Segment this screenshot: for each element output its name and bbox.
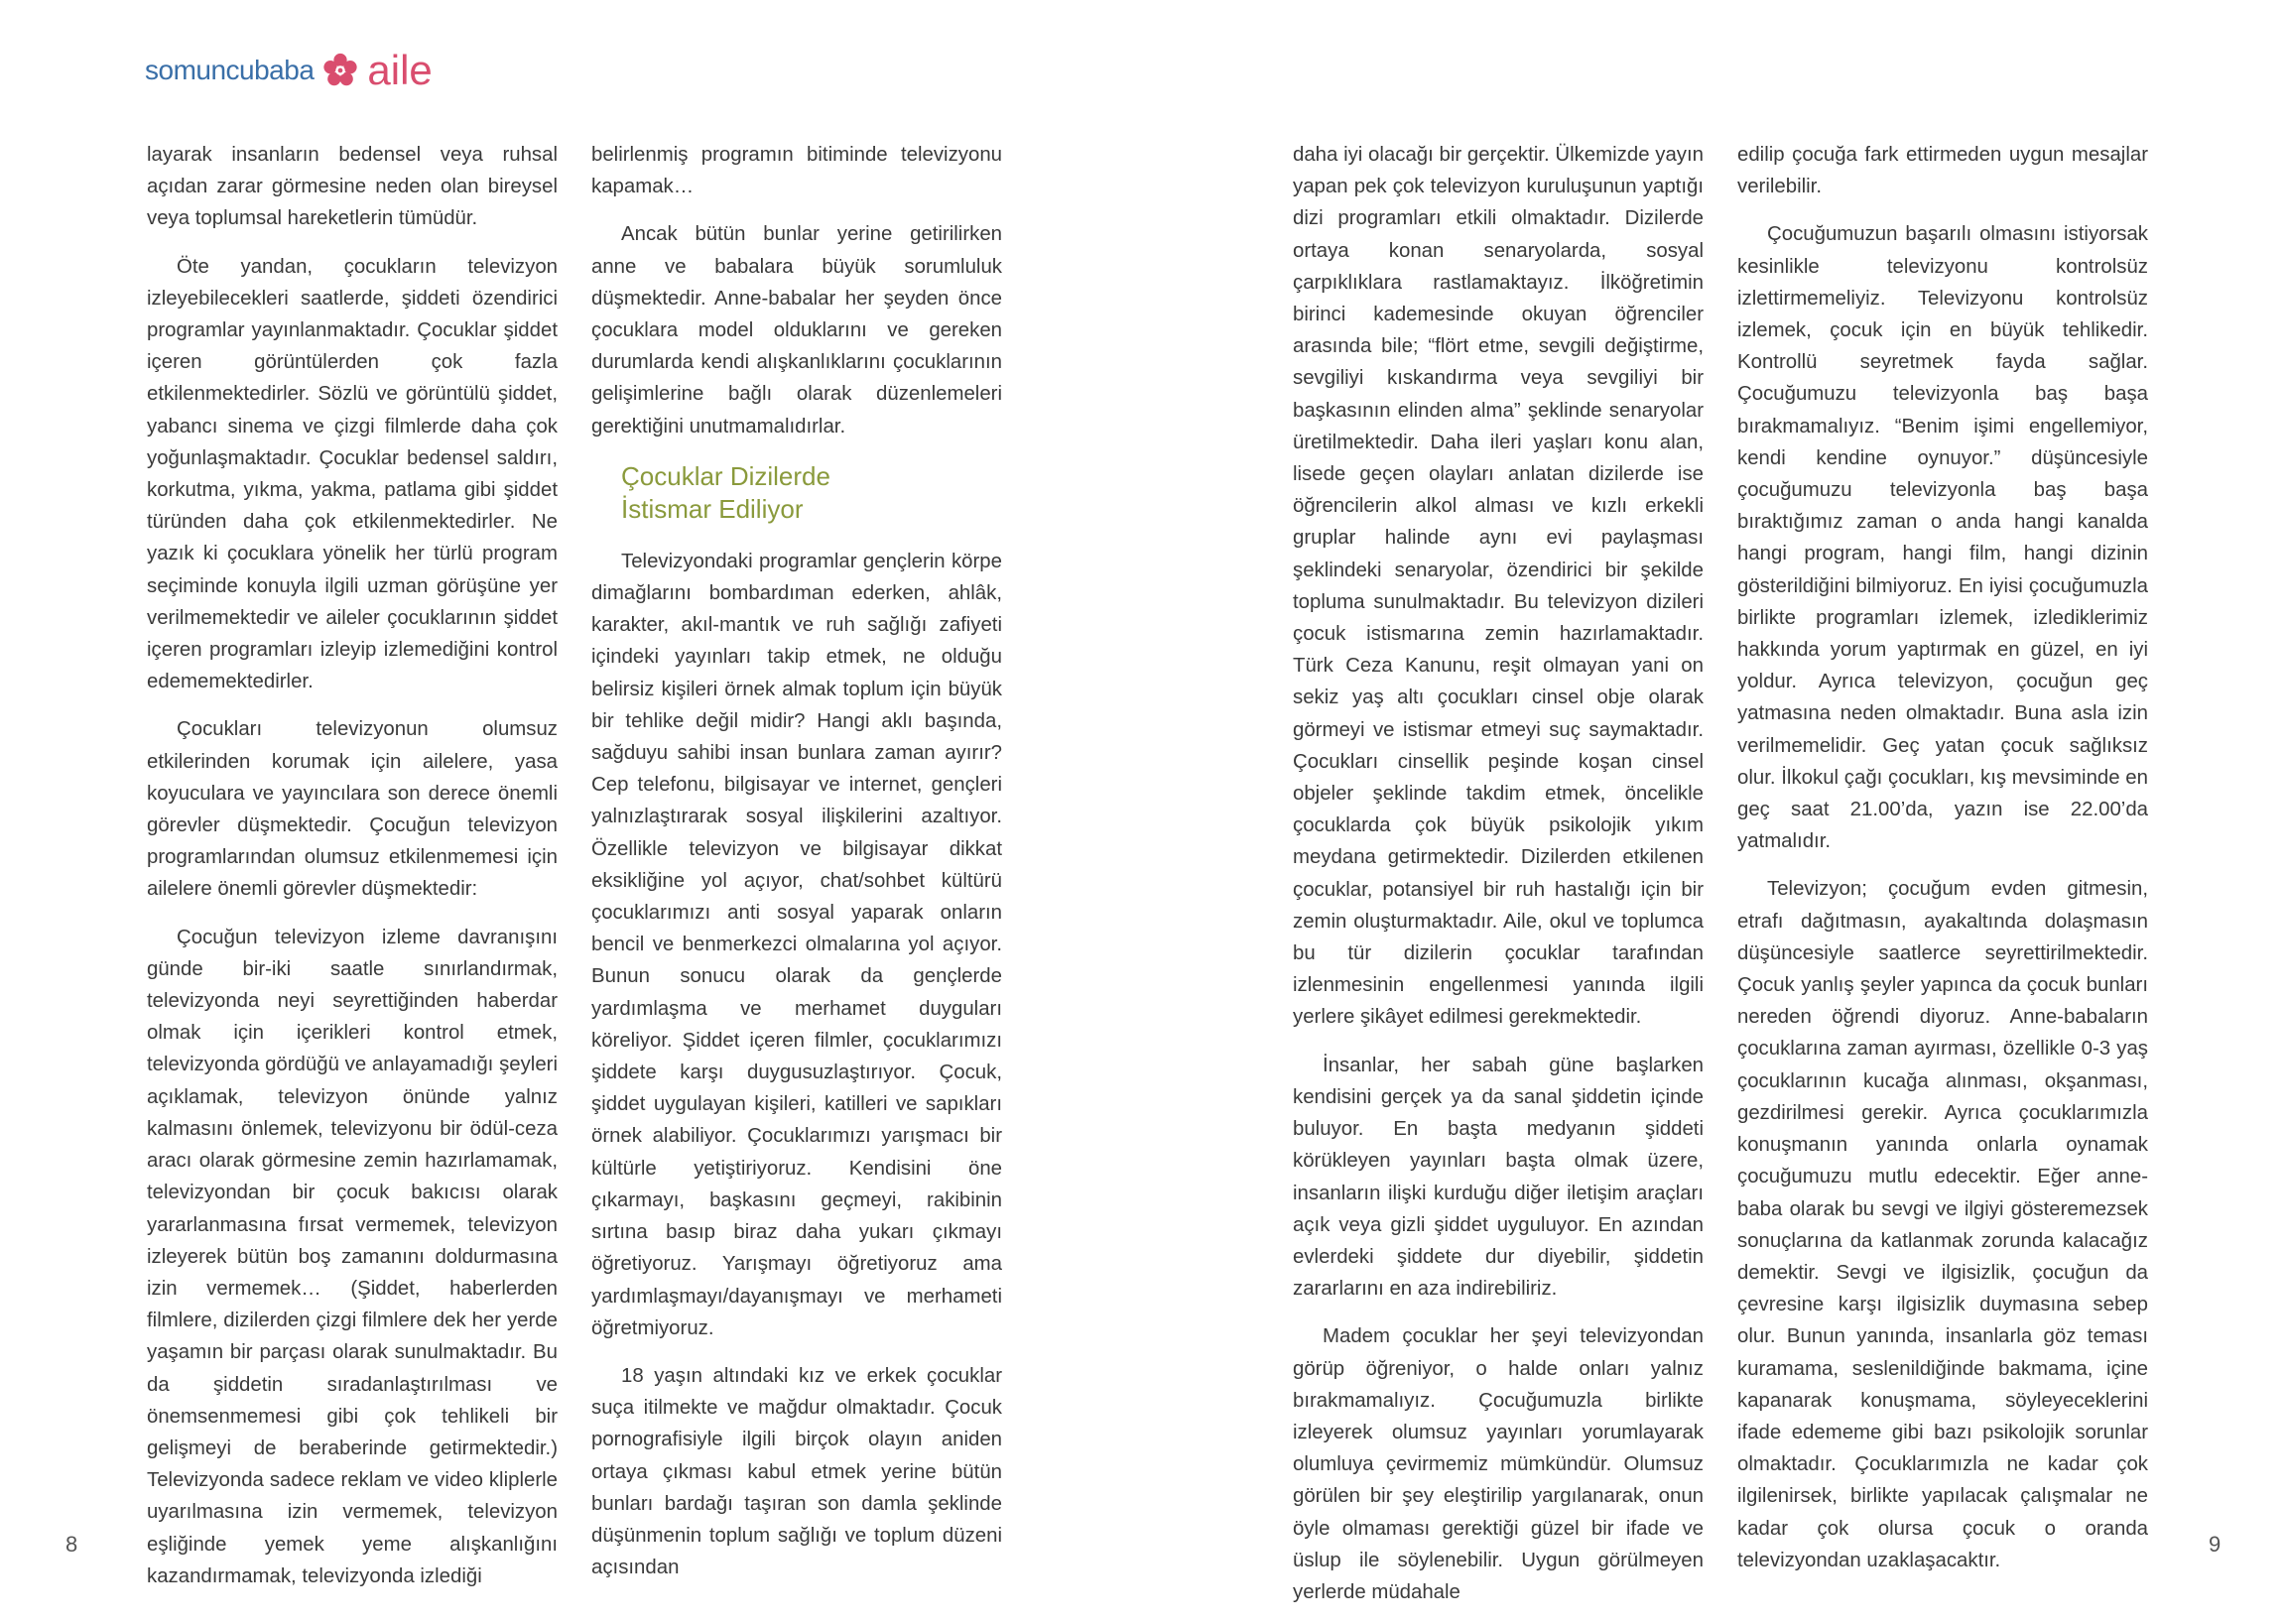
page-number-right: 9 — [2209, 1532, 2222, 1557]
logo-text: somuncubaba — [145, 55, 315, 85]
paragraph: Öte yandan, çocukların televizyon izleyebilecekleri saatlerde, şiddeti özendirici programlar yayınlanmaktadır. Çocuklar şiddet içeren görüntülerden çok fazla etkilenmektedirler. Sözlü ve görüntülü şiddet, yabancı sinema ve çizgi filmlerde daha çok yoğunlaşmaktadır. Çocuklar bedensel saldırı, korkutma, yıkma, yakma, patlama gibi şiddet türünden daha çok etkilenmektedirler. Ne yazık ki çocuklara yönelik her türlü program seçiminde konuyla ilgili uzman görüşüne yer verilmemektedir ve aileler çocuklarının şiddet içeren programları izleyip izlemediğini kontrol edememektedirler. — [147, 255, 558, 693]
paragraph: layarak insanların bedensel veya ruhsal açıdan zarar görmesine neden olan bireysel veya toplumsal hareketlerin tümüdür. — [147, 144, 558, 230]
paragraph: belirlenmiş programın bitiminde televizyonu kapamak… — [591, 144, 1002, 198]
text-column-2 — [591, 139, 1002, 1599]
paragraph: İnsanlar, her sabah güne başlarken kendisini gerçek ya da sanal şiddetin içinde buluyor. En başta medyanın şiddeti körükleyen yayınları başta olmak üzere, insanların ilişki kurduğu diğer iletişim araçları açık veya gizli şiddet uyguluyor. En azından evlerdeki şiddete dur diyebilir, şiddetin zararlarını en aza indirebiliriz. — [1293, 1054, 1704, 1301]
brand-logo — [145, 47, 433, 93]
text-column-1 — [147, 139, 558, 1608]
heading-line: İstismar Ediliyor — [621, 493, 804, 524]
paragraph: edilip çocuğa fark ettirmeden uygun mesajlar verilebilir. — [1737, 144, 2148, 198]
paragraph: Çocuğun televizyon izleme davranışını günde bir-iki saatle sınırlandırmak, televizyonda neyi seyrettiğinden haberdar olmak için içerikleri kontrol etmek, televizyonda gördüğü ve anlayamadığı şeyleri açıklamak, televizyon önünde yalnız kalmasını önlemek, televizyonu bir ödül-ceza aracı olarak görmesine zemin hazırlamamak, televizyondan bir çocuk bakıcısı olarak yararlanmasına fırsat vermemek, televizyon izleyerek bütün boş zamanını doldurmasına izin vermemek… (Şiddet, haberlerden filmlere, dizilerden çizgi filmlere dek her yerde yaşamın bir parçası olarak sunulmaktadır. Bu da şiddetin sıradanlaştırılması ve önemsenmemesi gibi çok tehlikeli bir gelişmeyi de beraberinde getirmektedir.) Televizyonda sadece reklam ve video kliplerle uyarılmasına izin vermemek, televizyon eşliğinde yemek yeme alışkanlığını kazandırmamak, televizyonda izlediği — [147, 926, 558, 1587]
paragraph: 18 yaşın altındaki kız ve erkek çocuklar suça itilmekte ve mağdur olmaktadır. Çocuk pornografisiyle ilgili birçok olayın aniden ortaya çıkması kabul etmek yerine bütün bunları bardağı taşıran son damla şeklinde düşünmenin toplum sağlığı ve toplum düzeni açısından — [591, 1364, 1002, 1579]
section-heading — [621, 460, 1002, 526]
heading-line: Çocuklar Dizilerde — [621, 460, 830, 491]
text-column-3 — [1293, 139, 1704, 1624]
page-number-left: 8 — [65, 1532, 78, 1557]
text-column-4 — [1737, 139, 2148, 1592]
paragraph: Ancak bütün bunlar yerine getirilirken anne ve babalara büyük sorumluluk düşmektedir. Anne-babalar her şeyden önce çocuklara model olduklarını ve gereken durumlarda kendi alışkanlıklarını çocuklarının gelişimlerine bağlı olarak düzenlemeleri gerektiğini unutmamalıdırlar. — [591, 223, 1002, 437]
paragraph: Televizyon; çocuğum evden gitmesin, etrafı dağıtmasın, ayakaltında dolaşmasın düşüncesiyle saatlerce seyrettirilmektedir. Çocuk yanlış şeyler yapınca da çocuk bunları nereden öğrendi diyoruz. Anne-babaların çocuklarına zaman ayırması, özellikle 0-3 yaş çocuklarının kucağa alınması, okşanması, gezdirilmesi gerekir. Ayrıca çocuklarımızla konuşmanın yanında onlarla oynamak çocuğumuzu mutlu edecektir. Eğer anne-baba olarak bu sevgi ve ilgiyi gösteremezsek sonuçlarına da katlanmak zorunda kalacağız demektir. Sevgi ve ilgisizlik, çocuğun da çevresine karşı ilgisizlik duymasına sebep olur. Bunun yanında, insanlarla göz teması kuramama, seslenildiğinde bakmama, içine kapanarak konuşmama, söyleyeceklerini ifade edememe gibi bazı psikolojik sorunlar olmaktadır. Çocuklarımızla ne kadar çok ilgilenirsek, birlikte yapılacak çalışmalar ne kadar çok olursa çocuk o oranda televizyondan uzaklaşacaktır. — [1737, 878, 2148, 1571]
paragraph: Madem çocuklar her şeyi televizyondan görüp öğreniyor, o halde onları yalnız bırakmamalıyız. Çocuğumuzla birlikte izleyerek olumsuz yayınları yorumlayarak olumluya çevirmemiz mümkündür. Olumsuz görülen bir şey eleştirilip yargılanarak, onun öyle olmaması gerektiği güzel bir ifade ve üslup ile söylenebilir. Uygun görülmeyen yerlerde müdahale — [1293, 1325, 1704, 1603]
paragraph: Televizyondaki programlar gençlerin körpe dimağlarını bombardıman ederken, ahlâk, karakter, akıl-mantık ve ruh sağlığı zafiyeti içindeki yayınları takip etmek, ne olduğu belirsiz kişileri örnek almak toplum için büyük bir tehlike değil midir? Hangi aklı başında, sağduyu sahibi insan bunlara zaman ayırır? Cep telefonu, bilgisayar ve internet, gençleri yalnızlaştırarak sosyal ilişkilerini azaltıyor. Özellikle televizyon ve bilgisayar dikkat eksikliğine yol açıyor, chat/sohbet kültürü çocuklarımızı anti sosyal yaparak onların bencil ve benmerkezci olmalarına yol açıyor. Bunun sonucu olarak da gençlerde yardımlaşma ve merhamet duyguları köreliyor. Şiddet içeren filmler, çocuklarımızı şiddete karşı duygusuzlaştırıyor. Çocuk, şiddet uygulayan kişileri, katilleri ve sapıkları örnek alabiliyor. Çocuklarımızı yarışmacı bir kültürle yetiştiriyoruz. Kendisini öne çıkarmayı, başkasını geçmeyi, rakibinin sırtına basıp biraz daha yukarı çıkmayı öğretiyoruz. Yarışmayı öğretiyoruz ama yardımlaşmayı/dayanışmayı ve merhameti öğretmiyoruz. — [591, 550, 1002, 1339]
logo-suffix: aile — [367, 47, 433, 93]
flower-icon — [321, 52, 359, 89]
paragraph: Çocuğumuzun başarılı olmasını istiyorsak kesinlikle televizyonu kontrolsüz izlettirmemeliyiz. Televizyonu kontrolsüz izlemek, çocuk için en büyük tehlikedir. Kontrollü seyretmek fayda sağlar. Çocuğumuzu televizyonla baş başa bırakmamalıyız. “Benim işimi engellemiyor, kendi kendine oynuyor.” düşüncesiyle çocuğumuzu televizyonla baş başa bıraktığımız zaman o anda hangi kanalda hangi program, hangi film, hangi dizinin gösterildiğini bilmiyoruz. En iyisi çocuğumuzla birlikte programları izlemek, izlediklerimiz hakkında yorum yaptırmak en güzel, en iyi yoldur. Ayrıca televizyon, çocuğun geç yatmasına neden olmaktadır. Buna asla izin verilmemelidir. Geç yatan çocuk sağlıksız olur. İlkokul çağı çocukları, kış mevsiminde en geç saat 21.00’da, yazın ise 22.00’da yatmalıdır. — [1737, 223, 2148, 853]
paragraph: daha iyi olacağı bir gerçektir. Ülkemizde yayın yapan pek çok televizyon kuruluşunun yaptığı dizi programları etkili olmaktadır. Dizilerde ortaya konan senaryolarda, sosyal çarpıklıklara rastlamaktayız. İlköğretimin birinci kademesinde okuyan öğrenciler arasında bile; “flört etme, sevgili değiştirme, sevgiliyi kıskandırma veya sevgiliyi bir başkasının elinden alma” şeklinde senaryolar üretilmektedir. Daha ileri yaşları konu alan, lisede geçen olayları anlatan dizilerde ise öğrencilerin alkol alması ve kızlı erkekli gruplar halinde aynı evi paylaşması şeklindeki senaryolar, özendirici bir şekilde topluma sunulmaktadır. Bu televizyon dizileri çocuk istismarına zemin hazırlamaktadır. Türk Ceza Kanunu, reşit olmayan yani on sekiz yaş altı çocukları cinsel obje olarak görmeyi ve istismar etmeyi suç saymaktadır. Çocukları cinsellik peşinde koşan cinsel objeler şeklinde takdim etmek, öncelikle çocuklarda çok büyük psikolojik yıkım meydana getirmektedir. Dizilerden etkilenen çocuklar, potansiyel bir ruh hastalığı için bir zemin oluşturmaktadır. Aile, okul ve toplumca bu tür dizilerin çocuklar tarafından izlenmesinin engellenmesi yanında ilgili yerlere şikâyet edilmesi gerekmektedir. — [1293, 144, 1704, 1029]
paragraph: Çocukları televizyonun olumsuz etkilerinden korumak için ailelere, yasa koyuculara ve yayıncılara son derece önemli görevler düşmektedir. Çocuğun televizyon programlarından olumsuz etkilenmemesi için ailelere önemli görevler düşmektedir: — [147, 718, 558, 901]
